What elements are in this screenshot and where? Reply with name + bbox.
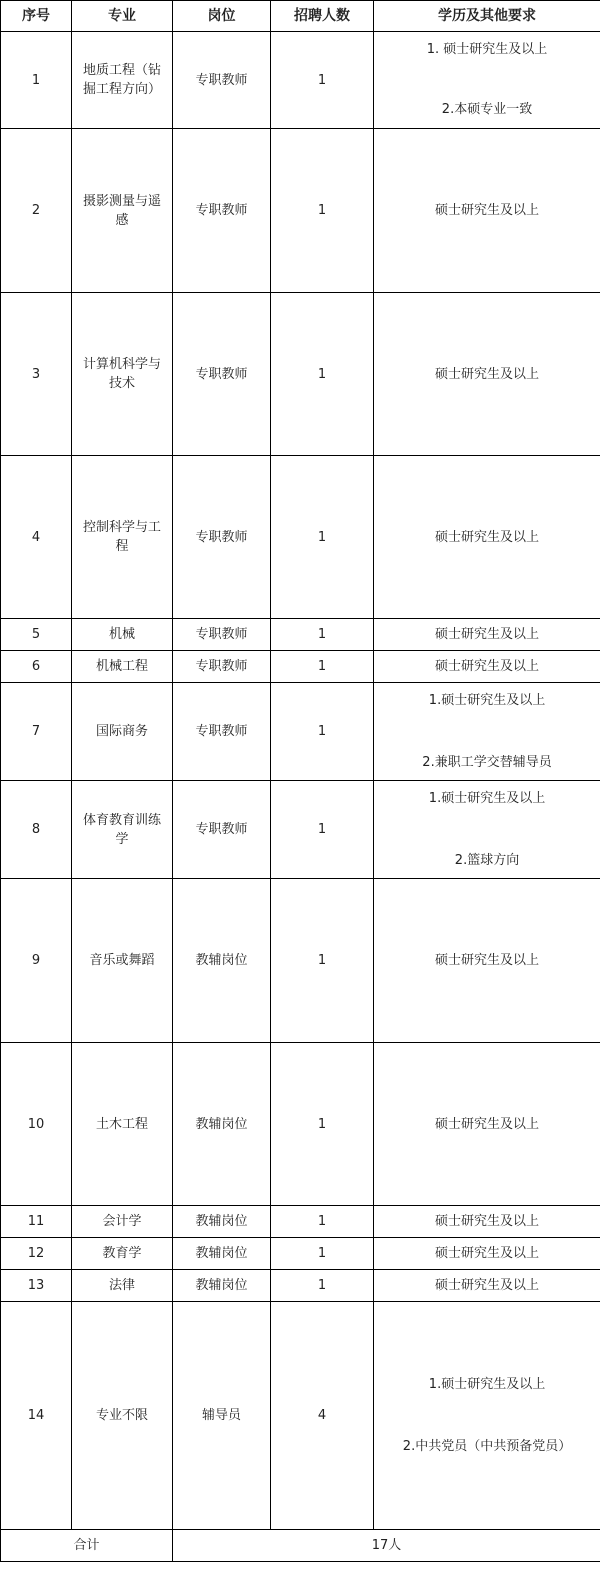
table-row (1, 32, 600, 129)
header-position: 岗位 (173, 1, 271, 32)
cell-major: 土木工程 (72, 1043, 173, 1206)
cell-requirements: 硕士研究生及以上 (374, 651, 600, 683)
cell-major: 会计学 (72, 1206, 173, 1238)
cell-position: 教辅岗位 (173, 1206, 271, 1238)
cell-position: 专职教师 (173, 781, 271, 879)
cell-position: 辅导员 (173, 1302, 271, 1530)
cell-requirements (374, 1302, 600, 1530)
table-row (1, 879, 600, 1043)
total-row (1, 1530, 600, 1562)
header-no: 序号 (1, 1, 72, 32)
cell-position: 专职教师 (173, 456, 271, 619)
cell-position: 专职教师 (173, 32, 271, 129)
cell-position: 教辅岗位 (173, 1043, 271, 1206)
cell-no: 13 (1, 1270, 72, 1302)
cell-count: 1 (271, 1206, 374, 1238)
cell-no: 9 (1, 879, 72, 1043)
cell-requirements: 硕士研究生及以上 (374, 293, 600, 456)
cell-count: 1 (271, 651, 374, 683)
cell-count: 1 (271, 1043, 374, 1206)
header-count: 招聘人数 (271, 1, 374, 32)
cell-no: 1 (1, 32, 72, 129)
cell-requirements: 硕士研究生及以上 (374, 129, 600, 293)
cell-major: 教育学 (72, 1238, 173, 1270)
cell-requirements: 硕士研究生及以上 (374, 456, 600, 619)
cell-requirements (374, 781, 600, 879)
cell-position: 教辅岗位 (173, 1270, 271, 1302)
cell-count: 1 (271, 879, 374, 1043)
cell-major: 机械 (72, 619, 173, 651)
cell-position: 教辅岗位 (173, 1238, 271, 1270)
cell-no: 5 (1, 619, 72, 651)
total-value: 17人 (173, 1530, 600, 1562)
cell-position: 教辅岗位 (173, 879, 271, 1043)
cell-count: 4 (271, 1302, 374, 1530)
cell-count: 1 (271, 32, 374, 129)
cell-requirements (374, 683, 600, 781)
table-row (1, 651, 600, 683)
cell-requirements: 硕士研究生及以上 (374, 1206, 600, 1238)
table-row (1, 1206, 600, 1238)
cell-requirements: 硕士研究生及以上 (374, 1270, 600, 1302)
table-row (1, 619, 600, 651)
cell-requirements: 硕士研究生及以上 (374, 619, 600, 651)
table-row (1, 1238, 600, 1270)
requirement-line: 1. 硕士研究生及以上 (426, 42, 548, 57)
header-requirements: 学历及其他要求 (374, 1, 600, 32)
requirement-line: 2.兼职工学交替辅导员 (422, 755, 552, 770)
requirement-line: 2.中共党员（中共预备党员） (402, 1439, 572, 1454)
cell-count: 1 (271, 129, 374, 293)
cell-count: 1 (271, 619, 374, 651)
cell-count: 1 (271, 683, 374, 781)
cell-no: 12 (1, 1238, 72, 1270)
cell-no: 11 (1, 1206, 72, 1238)
requirement-line: 1.硕士研究生及以上 (428, 693, 546, 708)
table-row (1, 683, 600, 781)
cell-major: 专业不限 (72, 1302, 173, 1530)
table-row (1, 293, 600, 456)
cell-count: 1 (271, 1238, 374, 1270)
requirement-line: 1.硕士研究生及以上 (428, 791, 546, 806)
cell-major: 摄影测量与遥感 (72, 129, 173, 293)
cell-requirements (374, 32, 600, 129)
header-major: 专业 (72, 1, 173, 32)
cell-count: 1 (271, 456, 374, 619)
cell-major: 音乐或舞蹈 (72, 879, 173, 1043)
cell-major: 地质工程（钻掘工程方向） (72, 32, 173, 129)
cell-position: 专职教师 (173, 651, 271, 683)
cell-no: 10 (1, 1043, 72, 1206)
header-row (1, 1, 600, 32)
cell-no: 14 (1, 1302, 72, 1530)
cell-no: 2 (1, 129, 72, 293)
requirement-line: 1.硕士研究生及以上 (428, 1377, 546, 1392)
cell-requirements: 硕士研究生及以上 (374, 879, 600, 1043)
cell-major: 控制科学与工程 (72, 456, 173, 619)
cell-count: 1 (271, 1270, 374, 1302)
cell-major: 国际商务 (72, 683, 173, 781)
table-row (1, 1043, 600, 1206)
cell-no: 4 (1, 456, 72, 619)
table-row (1, 1302, 600, 1530)
cell-major: 机械工程 (72, 651, 173, 683)
cell-no: 8 (1, 781, 72, 879)
cell-position: 专职教师 (173, 683, 271, 781)
cell-requirements: 硕士研究生及以上 (374, 1238, 600, 1270)
cell-no: 7 (1, 683, 72, 781)
cell-position: 专职教师 (173, 293, 271, 456)
table-row (1, 1270, 600, 1302)
cell-no: 3 (1, 293, 72, 456)
cell-no: 6 (1, 651, 72, 683)
cell-requirements: 硕士研究生及以上 (374, 1043, 600, 1206)
table-row (1, 456, 600, 619)
total-label: 合计 (1, 1530, 173, 1562)
requirement-line: 2.篮球方向 (454, 853, 520, 868)
cell-position: 专职教师 (173, 619, 271, 651)
cell-count: 1 (271, 781, 374, 879)
table-row (1, 129, 600, 293)
cell-position: 专职教师 (173, 129, 271, 293)
cell-count: 1 (271, 293, 374, 456)
requirement-line: 2.本硕专业一致 (441, 102, 533, 117)
table-row (1, 781, 600, 879)
cell-major: 法律 (72, 1270, 173, 1302)
cell-major: 体育教育训练学 (72, 781, 173, 879)
cell-major: 计算机科学与技术 (72, 293, 173, 456)
